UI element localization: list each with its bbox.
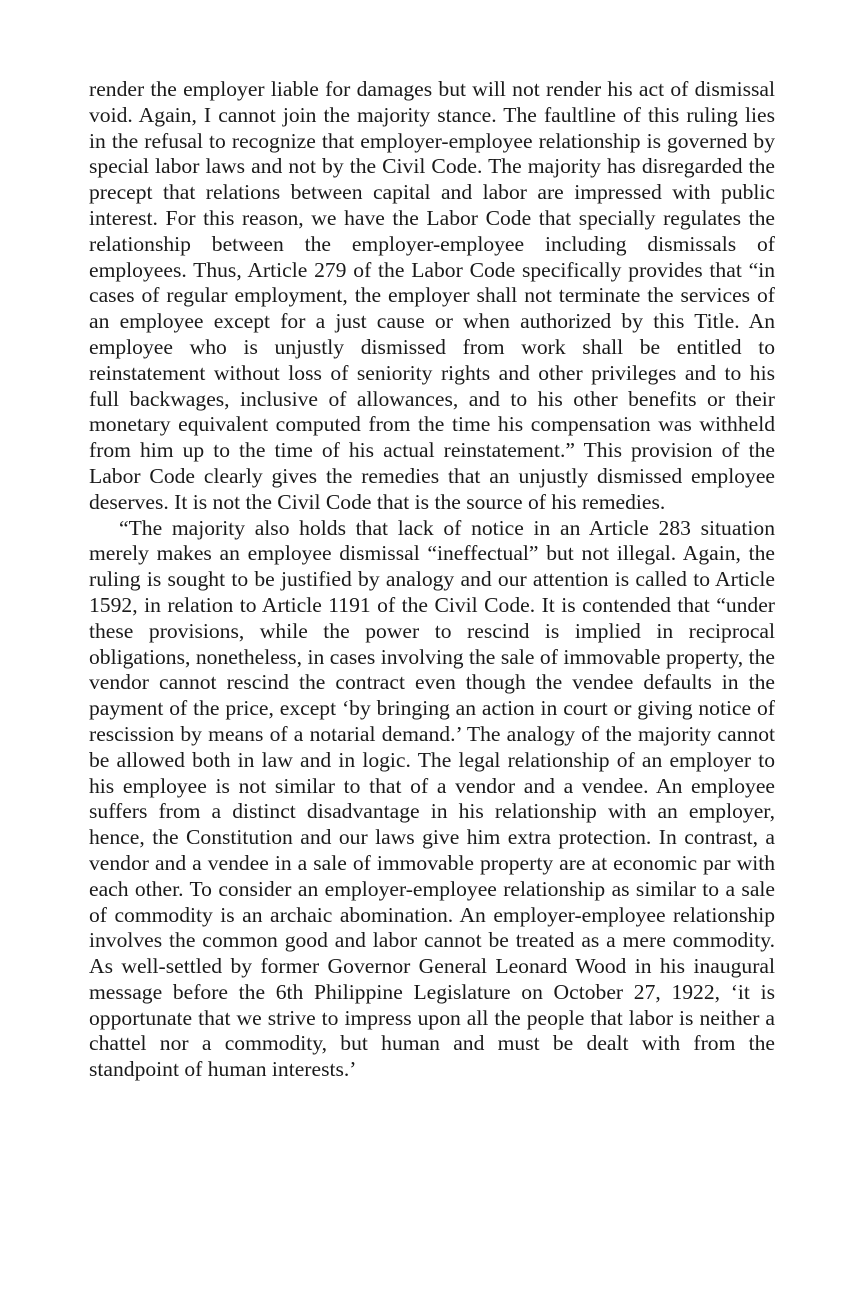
paragraph-continued: render the employer liable for damages but will not render his act of dismissal void. Again, I cannot join the majority stance. The faultline of this ruling lies in the refusal to recognize that employer-employee relationship is governed by special labor laws and not by the Civil Code. The majority has disregarded the precept that relations between capital and labor are impressed with public interest. For this reason, we have the Labor Code that specially regulates the relationship between the employer-employee including dismissals of employees. Thus, Article 279 of the Labor Code specifically provides that “in cases of regular employment, the employer shall not terminate the services of an employee except for a just cause or when authorized by this Title. An employee who is unjustly dismissed from work shall be entitled to reinstatement without loss of seniority rights and other privileges and to his full backwages, inclusive of allowances, and to his other benefits or their monetary equivalent computed from the time his compensation was withheld from him up to the time of his actual reinstatement.” This provision of the Labor Code clearly gives the remedies that an unjustly dismissed employee deserves. It is not the Civil Code that is the source of his remedies.	[89, 77, 775, 514]
document-body	[89, 77, 775, 1083]
paragraph-quote: “The majority also holds that lack of notice in an Article 283 situation merely makes an employee dismissal “ineffectual” but not illegal. Again, the ruling is sought to be justified by analogy and our attention is called to Article 1592, in relation to Article 1191 of the Civil Code. It is contended that “under these provisions, while the power to rescind is implied in reciprocal obligations, nonetheless, in cases involving the sale of immovable property, the vendor cannot rescind the contract even though the vendee defaults in the payment of the price, except ‘by bringing an action in court or giving notice of rescission by means of a notarial demand.’ The analogy of the majority cannot be allowed both in law and in logic. The legal relationship of an employer to his employee is not similar to that of a vendor and a vendee. An employee suffers from a distinct disadvantage in his relationship with an employer, hence, the Constitution and our laws give him extra protection. In contrast, a vendor and a vendee in a sale of immovable property are at economic par with each other. To consider an employer-employee relationship as similar to a sale of commodity is an archaic abomination. An employer-employee relationship involves the common good and labor cannot be treated as a mere commodity. As well-settled by former Governor General Leonard Wood in his inaugural message before the 6th Philippine Legislature on October 27, 1922, ‘it is opportunate that we strive to impress upon all the people that labor is neither a chattel nor a commodity, but human and must be dealt with from the standpoint of human interests.’	[89, 515, 775, 1082]
